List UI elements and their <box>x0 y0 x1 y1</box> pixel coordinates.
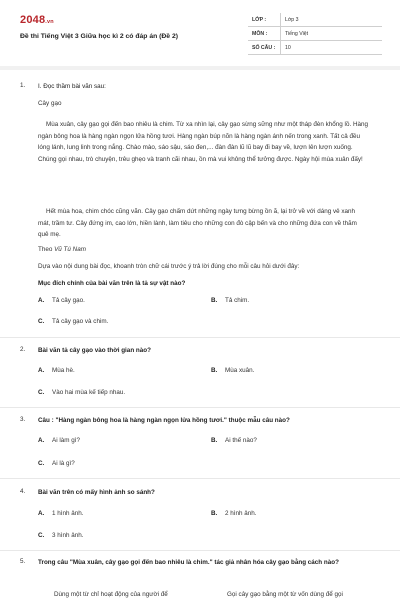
question-5-text: Trong câu "Mùa xuân, cây gạo gọi đến bao nhiêu là chim." tác giả nhân hóa cây gạo bằng cách nào? <box>38 559 339 566</box>
story-paragraph-2: Hết mùa hoa, chim chóc cũng vãn. Cây gạo chấm dứt những ngày tưng bừng ồn ã, lại trở về với dáng vẻ xanh mát, trầm tư. Cây đứng im, cao lớn, hiền lành, làm tiêu cho những con đò cập bến và cho những đứa con về thăm quê mẹ. <box>38 208 357 238</box>
meta-key-class: LỚP : <box>252 16 267 23</box>
header <box>0 0 400 62</box>
option-1-a[interactable]: A. Tả cây gạo. <box>38 297 85 304</box>
question-separator <box>0 478 400 479</box>
option-5-partial-right[interactable]: Gọi cây gạo bằng một từ vốn dùng để gọi <box>227 591 343 598</box>
exam-title: Đề thi Tiếng Việt 3 Giữa học kì 2 có đáp án (Đề 2) <box>20 33 179 40</box>
option-4-b[interactable]: B. 2 hình ảnh. <box>211 510 257 517</box>
story-paragraph-1: Mùa xuân, cây gạo gọi đến bao nhiêu là chim. Từ xa nhìn lại, cây gạo sừng sững như một tháp đèn khổng lồ. Hàng ngàn bông hoa là hàng ngàn ngọn lửa hồng tươi. Hàng ngàn búp nõn là hàng ngàn ánh nến trong xanh. Tất cả đều lóng lánh, lung linh trong nắng. Chào mào, sáo sậu, sáo đen,... đàn đàn lũ lũ bay đi bay về, lượn lên lượn xuống. Chúng gọi nhau, trò chuyện, trêu ghẹo và tranh cãi nhau, ồn mà vui không thể tưởng được. Ngày hội mùa xuân đấy! <box>38 121 368 163</box>
story-source <box>38 244 368 256</box>
question-heading: I. Đọc thầm bài văn sau: <box>38 83 106 90</box>
question-number: 4. <box>20 488 26 495</box>
option-4-a[interactable]: A. 1 hình ảnh. <box>38 510 84 517</box>
question-4-text: Bài văn trên có mấy hình ảnh so sánh? <box>38 489 155 496</box>
source-prefix: Theo <box>38 246 53 253</box>
option-1-b[interactable]: B. Tả chim. <box>211 297 250 304</box>
meta-key-count: SỐ CÂU : <box>252 44 276 51</box>
meta-val-subject: Tiếng Việt <box>280 27 308 40</box>
question-number: 2. <box>20 346 26 353</box>
option-5-partial-left[interactable]: Dùng một từ chỉ hoạt động của người để <box>54 591 168 598</box>
question-number: 1. <box>20 82 26 89</box>
option-2-a[interactable]: A. Mùa hè. <box>38 367 75 374</box>
logo-suffix: .vn <box>45 19 54 25</box>
source-author: Vũ Tú Nam <box>54 246 86 253</box>
story-title: Cây gạo <box>38 100 62 107</box>
option-3-c[interactable]: C. Ai là gì? <box>38 460 75 467</box>
question-separator <box>0 407 400 408</box>
option-2-b[interactable]: B. Mùa xuân. <box>211 367 255 374</box>
option-1-c[interactable]: C. Tả cây gạo và chim. <box>38 318 109 325</box>
question-number: 3. <box>20 416 26 423</box>
question-separator <box>0 550 400 551</box>
header-divider <box>0 66 400 70</box>
meta-row-class <box>248 13 382 27</box>
option-3-a[interactable]: A. Ai làm gì? <box>38 437 80 444</box>
meta-val-count: 10 <box>280 41 291 54</box>
option-4-c[interactable]: C. 3 hình ảnh. <box>38 532 84 539</box>
question-separator <box>0 337 400 338</box>
meta-val-class: Lớp 3 <box>280 13 299 26</box>
meta-key-subject: MÔN : <box>252 30 268 37</box>
option-3-b[interactable]: B. Ai thế nào? <box>211 437 257 444</box>
logo-main: 2048 <box>20 14 46 26</box>
meta-row-count <box>248 41 382 55</box>
question-2-text: Bài văn tả cây gạo vào thời gian nào? <box>38 347 151 354</box>
instruction-text: Dựa vào nội dung bài đọc, khoanh tròn chữ cái trước ý trả lời đúng cho mỗi câu hỏi dưới đây: <box>38 263 300 270</box>
site-logo[interactable] <box>20 14 54 26</box>
question-number: 5. <box>20 558 26 565</box>
exam-meta-table <box>248 13 382 55</box>
meta-row-subject <box>248 27 382 41</box>
question-1-text: Mục đích chính của bài văn trên là tả sự vật nào? <box>38 280 186 287</box>
question-3-text: Câu : "Hàng ngàn bông hoa là hàng ngàn ngọn lửa hồng tươi." thuộc mẫu câu nào? <box>38 417 290 424</box>
option-2-c[interactable]: C. Vào hai mùa kế tiếp nhau. <box>38 389 126 396</box>
